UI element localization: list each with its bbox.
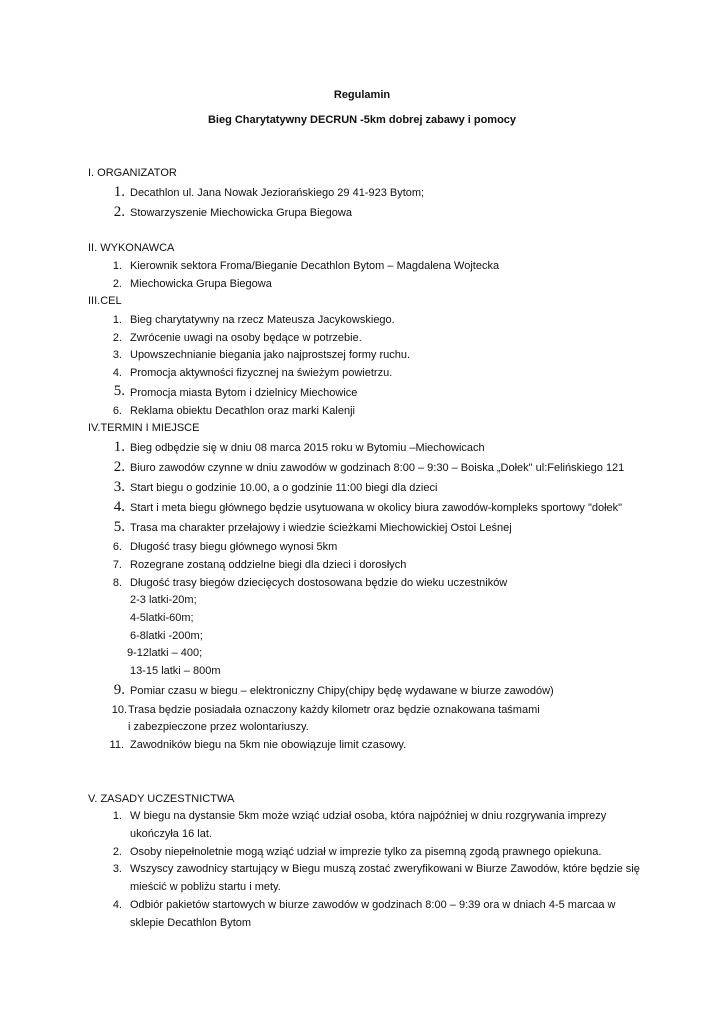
list-item: Reklama obiektu Decathlon oraz marki Kalenji	[130, 405, 355, 417]
list-number: 9.	[113, 682, 125, 698]
document-subtitle: Bieg Charytatywny DECRUN -5km dobrej zabawy i pomocy	[207, 114, 517, 126]
list-item: Bieg odbędzie się w dniu 08 marca 2015 roku w Bytomiu –Miechowicach	[130, 442, 485, 454]
list-number: 1.	[113, 439, 125, 455]
list-number: 6.	[112, 405, 122, 417]
list-number: 1.	[112, 314, 122, 326]
list-item: Bieg charytatywny na rzecz Mateusza Jacykowskiego.	[130, 314, 395, 326]
list-item-continuation: sklepie Decathlon Bytom	[130, 917, 252, 929]
list-item: Start i meta biegu głównego będzie usytuowana w okolicy biura zawodów-kompleks sportowy "dołek"	[130, 502, 623, 514]
list-number: 1.	[112, 810, 122, 822]
list-number: 3.	[112, 349, 122, 361]
list-item: Miechowicka Grupa Biegowa	[130, 278, 272, 290]
list-item: Decathlon ul. Jana Nowak Jeziorańskiego 29 41-923 Bytom;	[130, 187, 425, 199]
list-number: 5.	[113, 519, 125, 535]
list-item: Osoby niepełnoletnie mogą wziąć udział w imprezie tylko za pisemną zgodą prawnego opiekuna.	[130, 846, 602, 858]
list-item: Długość trasy biegów dziecięcych dostosowana będzie do wieku uczestników	[130, 577, 508, 589]
list-number: 1.	[113, 184, 125, 200]
list-item-continuation: mieścić w pobliżu startu i mety.	[130, 881, 281, 893]
list-item-continuation: i zabezpieczone przez wolontariuszy.	[128, 721, 309, 733]
list-item: W biegu na dystansie 5km może wziąć udział osoba, która najpóźniej w dniu rozgrywania imprezy	[130, 810, 607, 822]
age-group-item: 9-12latki – 400;	[127, 647, 203, 659]
list-number: 1.	[112, 260, 122, 272]
list-item-continuation: ukończyła 16 lat.	[130, 828, 212, 840]
section-heading-termin: IV.TERMIN I MIEJSCE	[88, 422, 200, 434]
list-item: Odbiór pakietów startowych w biurze zawodów w godzinach 8:00 – 9:39 ora w dniach 4-5 marcaa w	[130, 899, 616, 911]
age-group-item: 13-15 latki – 800m	[130, 665, 221, 677]
age-group-item: 6-8latki -200m;	[130, 630, 203, 642]
list-number: 4.	[112, 899, 122, 911]
section-heading-organizator: I. ORGANIZATOR	[88, 167, 177, 179]
list-number: 3.	[113, 479, 125, 495]
list-number: 6.	[112, 541, 122, 553]
list-item: Start biegu o godzinie 10.00, a o godzinie 11:00 biegi dla dzieci	[130, 482, 438, 494]
list-item: Upowszechnianie biegania jako najprostszej formy ruchu.	[130, 349, 411, 361]
list-item: Trasa ma charakter przełajowy i wiedzie ścieżkami Miechowickiej Ostoi Leśnej	[130, 522, 512, 534]
list-item: Promocja aktywności fizycznej na świeżym powietrzu.	[130, 367, 393, 379]
list-item: Kierownik sektora Froma/Bieganie Decathlon Bytom – Magdalena Wojtecka	[130, 260, 500, 272]
list-item: Pomiar czasu w biegu – elektroniczny Chipy(chipy będę wydawane w biurze zawodów)	[130, 685, 554, 697]
list-number: 10.	[111, 704, 127, 716]
list-item: Zwrócenie uwagi na osoby będące w potrzebie.	[130, 332, 362, 344]
list-number: 2.	[112, 278, 122, 290]
list-number: 5.	[113, 383, 125, 399]
list-item: Trasa będzie posiadała oznaczony każdy kilometr oraz będzie oznakowana taśmami	[128, 704, 540, 716]
document-title: Regulamin	[333, 89, 391, 101]
list-item: Zawodników biegu na 5km nie obowiązuje limit czasowy.	[130, 739, 407, 751]
list-number: 2.	[112, 846, 122, 858]
list-number: 3.	[112, 863, 122, 875]
list-item: Promocja miasta Bytom i dzielnicy Miechowice	[130, 387, 358, 399]
list-number: 2.	[112, 332, 122, 344]
age-group-item: 2-3 latki-20m;	[130, 594, 197, 606]
list-number: 4.	[113, 499, 125, 515]
list-item: Rozegrane zostaną oddzielne biegi dla dzieci i dorosłych	[130, 559, 407, 571]
section-heading-cel: III.CEL	[88, 295, 122, 307]
age-group-item: 4-5latki-60m;	[130, 612, 194, 624]
list-number: 4.	[112, 367, 122, 379]
list-number: 8.	[112, 577, 122, 589]
list-number: 11.	[109, 739, 124, 751]
list-number: 2.	[113, 459, 125, 475]
section-heading-zasady: V. ZASADY UCZESTNICTWA	[88, 793, 235, 805]
list-item: Stowarzyszenie Miechowicka Grupa Biegowa	[130, 207, 352, 219]
list-number: 7.	[112, 559, 122, 571]
section-heading-wykonawca: II. WYKONAWCA	[88, 242, 175, 254]
list-item: Biuro zawodów czynne w dniu zawodów w godzinach 8:00 – 9:30 – Boiska „Dołek" ul:Felińskiego 121	[130, 462, 625, 474]
list-number: 2.	[113, 204, 125, 220]
list-item: Długość trasy biegu głównego wynosi 5km	[130, 541, 338, 553]
list-item: Wszyscy zawodnicy startujący w Biegu muszą zostać zweryfikowani w Biurze Zawodów, które będzie się	[130, 863, 640, 875]
